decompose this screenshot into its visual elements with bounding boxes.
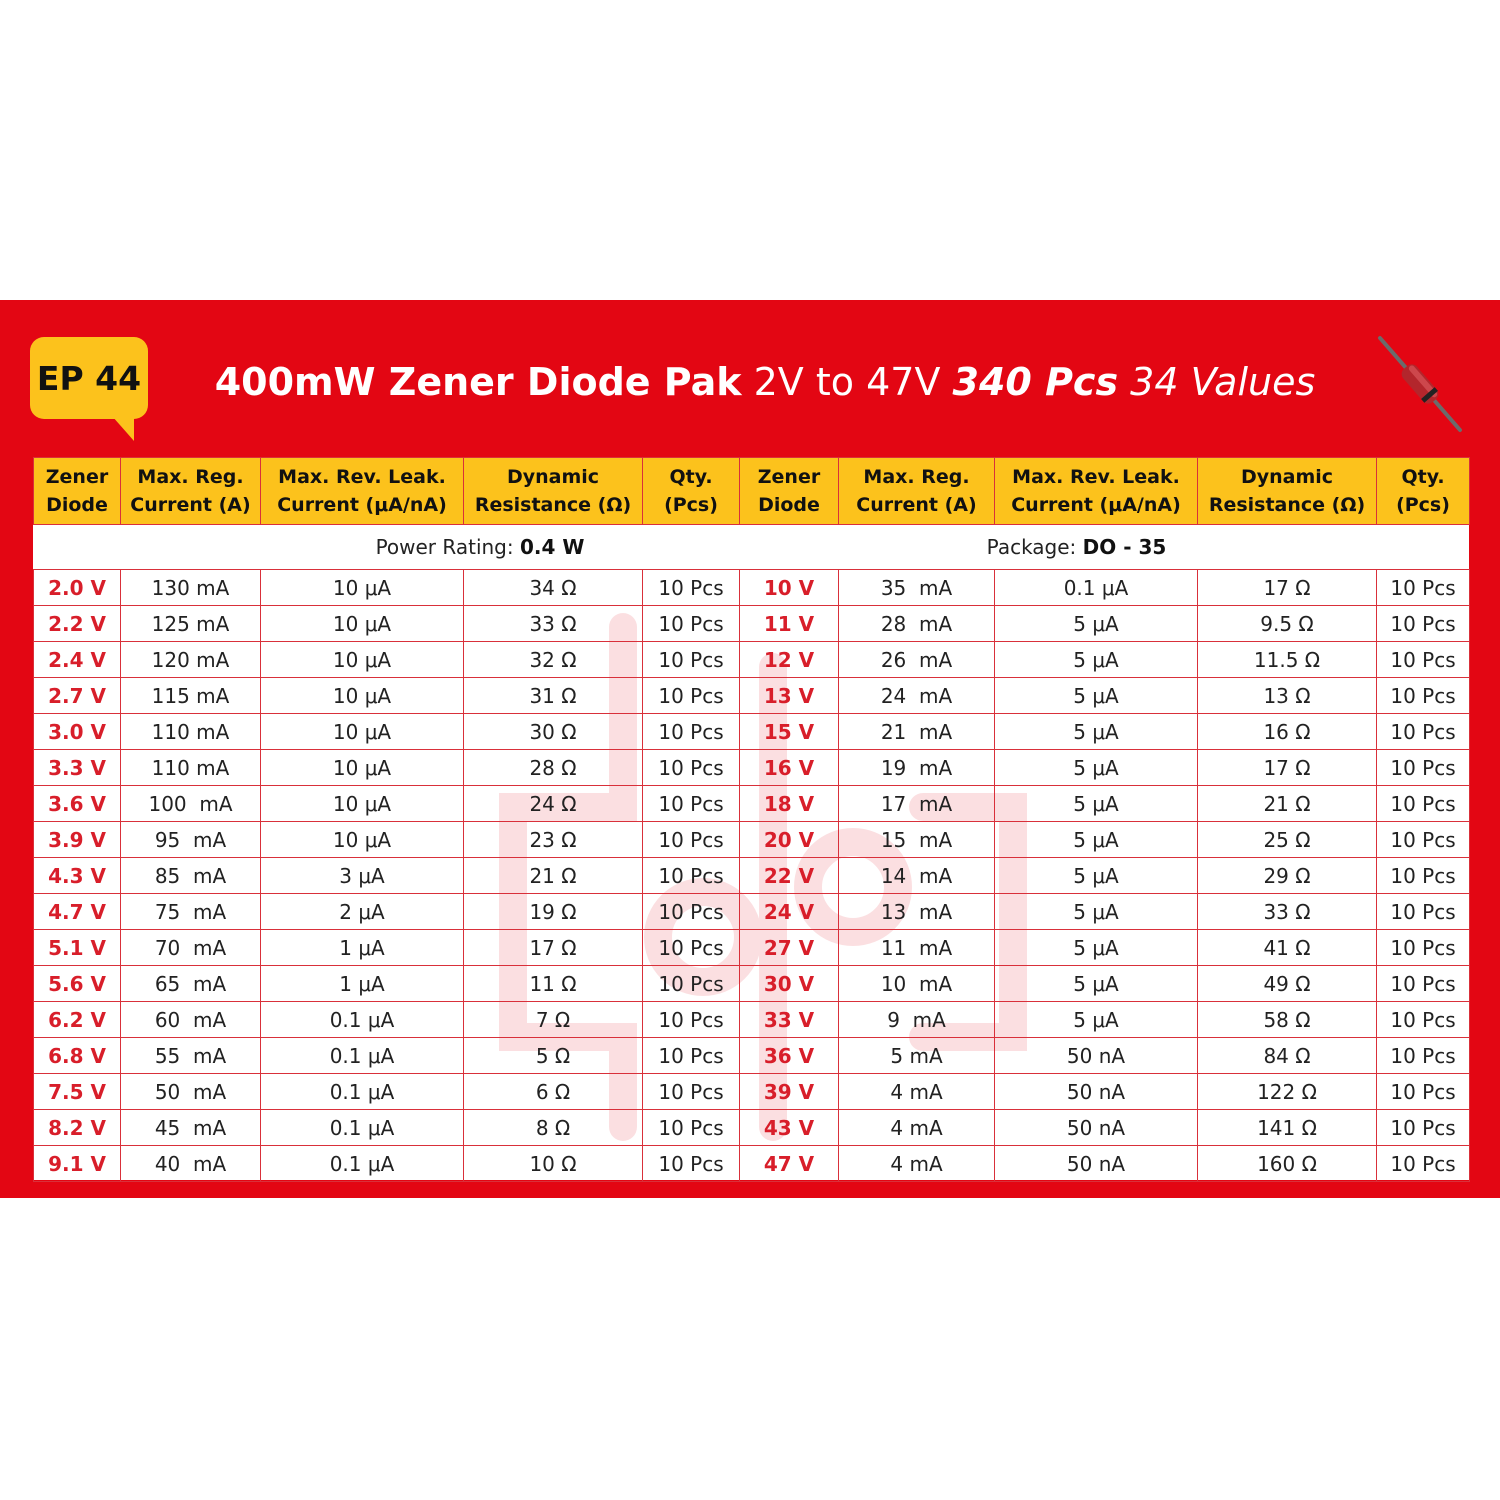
- voltage-cell: 36 V: [740, 1038, 839, 1074]
- table-cell: 5 μA: [995, 750, 1198, 786]
- table-cell: 34 Ω: [464, 570, 643, 606]
- zener-diode-icon: [1370, 330, 1470, 440]
- table-cell: 0.1 μA: [261, 1038, 464, 1074]
- table-cell: 11 mA: [839, 930, 995, 966]
- table-cell: 0.1 μA: [261, 1002, 464, 1038]
- voltage-cell: 11 V: [740, 606, 839, 642]
- table-cell: 100 mA: [121, 786, 261, 822]
- table-cell: 0.1 μA: [261, 1074, 464, 1110]
- header-line-2: Resistance (Ω): [1208, 494, 1366, 516]
- voltage-cell: 43 V: [740, 1110, 839, 1146]
- voltage-cell: 2.2 V: [34, 606, 121, 642]
- table-cell: 10 μA: [261, 570, 464, 606]
- voltage-cell: 15 V: [740, 714, 839, 750]
- table-row: [34, 1110, 1470, 1146]
- table-row: [34, 570, 1470, 606]
- table-cell: 0.1 μA: [261, 1110, 464, 1146]
- table-cell: 95 mA: [121, 822, 261, 858]
- voltage-cell: 2.4 V: [34, 642, 121, 678]
- header-line-2: (Pcs): [664, 494, 718, 516]
- table-cell: 10 Pcs: [643, 1074, 740, 1110]
- header-line-1: Max. Reg.: [137, 466, 244, 488]
- table-cell: 0.1 μA: [261, 1146, 464, 1182]
- table-cell: 10 Pcs: [1377, 570, 1470, 606]
- table-cell: 10 Pcs: [643, 786, 740, 822]
- voltage-cell: 30 V: [740, 966, 839, 1002]
- table-cell: 6 Ω: [464, 1074, 643, 1110]
- header-line-2: Diode: [46, 494, 108, 516]
- header-line-1: Qty.: [1401, 466, 1445, 488]
- table-cell: 10 Pcs: [1377, 642, 1470, 678]
- table-cell: 50 nA: [995, 1038, 1198, 1074]
- table-cell: 16 Ω: [1198, 714, 1377, 750]
- voltage-cell: 5.1 V: [34, 930, 121, 966]
- table-cell: 21 Ω: [1198, 786, 1377, 822]
- table-cell: 5 μA: [995, 1002, 1198, 1038]
- column-header: [121, 458, 261, 525]
- table-cell: 10 Pcs: [643, 570, 740, 606]
- voltage-cell: 13 V: [740, 678, 839, 714]
- table-cell: 24 Ω: [464, 786, 643, 822]
- header-line-1: Max. Rev. Leak.: [278, 466, 446, 488]
- table-row: [34, 966, 1470, 1002]
- spec-table-container: [33, 457, 1469, 1180]
- column-header: [1377, 458, 1470, 525]
- table-cell: 10 Pcs: [1377, 1002, 1470, 1038]
- column-header: [1198, 458, 1377, 525]
- table-cell: 8 Ω: [464, 1110, 643, 1146]
- package-value: DO - 35: [1082, 535, 1167, 559]
- header-line-1: Qty.: [669, 466, 713, 488]
- table-cell: 13 mA: [839, 894, 995, 930]
- table-cell: 10 Pcs: [1377, 1074, 1470, 1110]
- table-cell: 17 mA: [839, 786, 995, 822]
- table-row: [34, 786, 1470, 822]
- table-cell: 41 Ω: [1198, 930, 1377, 966]
- header-line-2: Current (A): [130, 494, 251, 516]
- voltage-cell: 47 V: [740, 1146, 839, 1182]
- table-cell: 130 mA: [121, 570, 261, 606]
- header-line-2: Resistance (Ω): [474, 494, 632, 516]
- header-line-2: Diode: [758, 494, 820, 516]
- table-cell: 10 Pcs: [1377, 930, 1470, 966]
- power-rating: [34, 535, 927, 559]
- header-line-1: Zener: [45, 466, 109, 488]
- table-cell: 10 μA: [261, 606, 464, 642]
- table-cell: 10 Pcs: [1377, 858, 1470, 894]
- table-cell: 21 mA: [839, 714, 995, 750]
- voltage-cell: 4.3 V: [34, 858, 121, 894]
- table-row: [34, 750, 1470, 786]
- table-cell: 1 μA: [261, 966, 464, 1002]
- voltage-cell: 3.3 V: [34, 750, 121, 786]
- header-line-2: Current (μA/nA): [277, 494, 447, 516]
- header-line-1: Max. Reg.: [863, 466, 970, 488]
- table-cell: 10 Pcs: [643, 750, 740, 786]
- table-row: [34, 642, 1470, 678]
- table-cell: 10 Pcs: [1377, 1110, 1470, 1146]
- table-cell: 10 μA: [261, 678, 464, 714]
- table-cell: 10 Pcs: [643, 894, 740, 930]
- table-cell: 10 Pcs: [1377, 678, 1470, 714]
- voltage-cell: 8.2 V: [34, 1110, 121, 1146]
- table-cell: 5 μA: [995, 966, 1198, 1002]
- table-cell: 10 Pcs: [1377, 822, 1470, 858]
- table-cell: 10 Pcs: [1377, 1038, 1470, 1074]
- table-cell: 10 Pcs: [643, 714, 740, 750]
- table-cell: 0.1 μA: [995, 570, 1198, 606]
- voltage-cell: 2.7 V: [34, 678, 121, 714]
- table-cell: 24 mA: [839, 678, 995, 714]
- voltage-cell: 18 V: [740, 786, 839, 822]
- table-cell: 70 mA: [121, 930, 261, 966]
- table-cell: 10 Pcs: [643, 642, 740, 678]
- table-cell: 10 Pcs: [1377, 1146, 1470, 1182]
- table-cell: 58 Ω: [1198, 1002, 1377, 1038]
- table-row: [34, 1074, 1470, 1110]
- package-label: Package:: [986, 535, 1083, 559]
- table-cell: 23 Ω: [464, 822, 643, 858]
- voltage-cell: 16 V: [740, 750, 839, 786]
- table-cell: 7 Ω: [464, 1002, 643, 1038]
- table-cell: 19 Ω: [464, 894, 643, 930]
- table-cell: 115 mA: [121, 678, 261, 714]
- table-cell: 2 μA: [261, 894, 464, 930]
- table-cell: 65 mA: [121, 966, 261, 1002]
- table-cell: 60 mA: [121, 1002, 261, 1038]
- table-cell: 9.5 Ω: [1198, 606, 1377, 642]
- table-cell: 5 μA: [995, 678, 1198, 714]
- table-cell: 17 Ω: [1198, 750, 1377, 786]
- table-cell: 10 μA: [261, 822, 464, 858]
- voltage-cell: 22 V: [740, 858, 839, 894]
- table-cell: 49 Ω: [1198, 966, 1377, 1002]
- table-cell: 10 Pcs: [1377, 966, 1470, 1002]
- column-header: [643, 458, 740, 525]
- table-cell: 5 Ω: [464, 1038, 643, 1074]
- header-line-2: (Pcs): [1396, 494, 1450, 516]
- power-value: 0.4 W: [519, 535, 585, 559]
- table-row: [34, 714, 1470, 750]
- voltage-cell: 9.1 V: [34, 1146, 121, 1182]
- table-row: [34, 606, 1470, 642]
- table-row: [34, 822, 1470, 858]
- table-cell: 5 μA: [995, 822, 1198, 858]
- table-row: [34, 858, 1470, 894]
- table-row: [34, 1146, 1470, 1182]
- column-header: [34, 458, 121, 525]
- table-cell: 35 mA: [839, 570, 995, 606]
- table-cell: 28 Ω: [464, 750, 643, 786]
- table-cell: 10 μA: [261, 714, 464, 750]
- voltage-cell: 6.8 V: [34, 1038, 121, 1074]
- table-cell: 50 nA: [995, 1146, 1198, 1182]
- table-cell: 5 mA: [839, 1038, 995, 1074]
- voltage-cell: 27 V: [740, 930, 839, 966]
- table-cell: 17 Ω: [464, 930, 643, 966]
- table-cell: 33 Ω: [1198, 894, 1377, 930]
- table-cell: 4 mA: [839, 1146, 995, 1182]
- table-cell: 10 Pcs: [643, 858, 740, 894]
- column-header: [839, 458, 995, 525]
- table-cell: 110 mA: [121, 750, 261, 786]
- column-header: [740, 458, 839, 525]
- table-cell: 29 Ω: [1198, 858, 1377, 894]
- voltage-cell: 39 V: [740, 1074, 839, 1110]
- table-cell: 11 Ω: [464, 966, 643, 1002]
- voltage-cell: 10 V: [740, 570, 839, 606]
- table-cell: 17 Ω: [1198, 570, 1377, 606]
- table-cell: 33 Ω: [464, 606, 643, 642]
- header-line-1: Zener: [757, 466, 821, 488]
- header-line-1: Dynamic: [1240, 466, 1334, 488]
- voltage-cell: 33 V: [740, 1002, 839, 1038]
- title-range: 2V to 47V: [741, 360, 953, 404]
- badge-tail: [112, 416, 134, 441]
- table-cell: 50 mA: [121, 1074, 261, 1110]
- table-cell: 19 mA: [839, 750, 995, 786]
- title-values: 34 Values: [1118, 360, 1316, 404]
- voltage-cell: 2.0 V: [34, 570, 121, 606]
- table-cell: 5 μA: [995, 894, 1198, 930]
- table-body: [34, 570, 1470, 1182]
- voltage-cell: 20 V: [740, 822, 839, 858]
- package: [927, 535, 1227, 559]
- table-cell: 4 mA: [839, 1110, 995, 1146]
- table-cell: 110 mA: [121, 714, 261, 750]
- spec-table: [33, 457, 1470, 1182]
- voltage-cell: 6.2 V: [34, 1002, 121, 1038]
- table-cell: 14 mA: [839, 858, 995, 894]
- table-cell: 10 μA: [261, 642, 464, 678]
- table-cell: 10 μA: [261, 786, 464, 822]
- title-count: 340 Pcs: [952, 360, 1119, 404]
- table-cell: 10 Pcs: [1377, 750, 1470, 786]
- table-cell: 10 Pcs: [643, 822, 740, 858]
- episode-label: EP 44: [36, 358, 142, 398]
- episode-badge: [30, 337, 148, 419]
- table-cell: 122 Ω: [1198, 1074, 1377, 1110]
- table-cell: 50 nA: [995, 1074, 1198, 1110]
- column-header: [464, 458, 643, 525]
- table-cell: 5 μA: [995, 786, 1198, 822]
- table-cell: 75 mA: [121, 894, 261, 930]
- table-cell: 4 mA: [839, 1074, 995, 1110]
- table-cell: 5 μA: [995, 642, 1198, 678]
- table-cell: 5 μA: [995, 930, 1198, 966]
- table-cell: 32 Ω: [464, 642, 643, 678]
- table-cell: 45 mA: [121, 1110, 261, 1146]
- voltage-cell: 24 V: [740, 894, 839, 930]
- table-cell: 28 mA: [839, 606, 995, 642]
- header-line-1: Dynamic: [506, 466, 600, 488]
- table-cell: 10 Pcs: [1377, 786, 1470, 822]
- power-label: Power Rating:: [375, 535, 520, 559]
- table-cell: 5 μA: [995, 858, 1198, 894]
- table-cell: 141 Ω: [1198, 1110, 1377, 1146]
- table-cell: 13 Ω: [1198, 678, 1377, 714]
- table-cell: 125 mA: [121, 606, 261, 642]
- table-cell: 10 Pcs: [643, 930, 740, 966]
- table-cell: 10 mA: [839, 966, 995, 1002]
- column-header: [995, 458, 1198, 525]
- table-cell: 84 Ω: [1198, 1038, 1377, 1074]
- table-cell: 10 Pcs: [643, 1110, 740, 1146]
- table-cell: 10 Pcs: [643, 606, 740, 642]
- table-cell: 1 μA: [261, 930, 464, 966]
- title-product: 400mW Zener Diode Pak: [214, 360, 742, 404]
- header-line-2: Current (μA/nA): [1011, 494, 1181, 516]
- table-cell: 50 nA: [995, 1110, 1198, 1146]
- table-cell: 9 mA: [839, 1002, 995, 1038]
- table-cell: 10 Pcs: [1377, 714, 1470, 750]
- voltage-cell: 3.6 V: [34, 786, 121, 822]
- table-cell: 10 Pcs: [643, 678, 740, 714]
- table-cell: 30 Ω: [464, 714, 643, 750]
- table-row: [34, 930, 1470, 966]
- table-cell: 120 mA: [121, 642, 261, 678]
- table-cell: 15 mA: [839, 822, 995, 858]
- table-cell: 10 Pcs: [1377, 606, 1470, 642]
- table-row: [34, 1038, 1470, 1074]
- table-row: [34, 1002, 1470, 1038]
- header-line-1: Max. Rev. Leak.: [1012, 466, 1180, 488]
- table-cell: 3 μA: [261, 858, 464, 894]
- table-cell: 10 Ω: [464, 1146, 643, 1182]
- page-title: [180, 360, 1350, 404]
- voltage-cell: 7.5 V: [34, 1074, 121, 1110]
- table-cell: 26 mA: [839, 642, 995, 678]
- voltage-cell: 3.0 V: [34, 714, 121, 750]
- table-cell: 11.5 Ω: [1198, 642, 1377, 678]
- table-cell: 85 mA: [121, 858, 261, 894]
- voltage-cell: 5.6 V: [34, 966, 121, 1002]
- voltage-cell: 4.7 V: [34, 894, 121, 930]
- table-cell: 31 Ω: [464, 678, 643, 714]
- table-cell: 25 Ω: [1198, 822, 1377, 858]
- header-line-2: Current (A): [856, 494, 977, 516]
- header-row: [34, 458, 1470, 525]
- meta-row: [34, 525, 1470, 570]
- table-cell: 21 Ω: [464, 858, 643, 894]
- table-cell: 10 μA: [261, 750, 464, 786]
- table-cell: 10 Pcs: [643, 1146, 740, 1182]
- table-cell: 10 Pcs: [643, 966, 740, 1002]
- voltage-cell: 3.9 V: [34, 822, 121, 858]
- column-header: [261, 458, 464, 525]
- table-cell: 5 μA: [995, 714, 1198, 750]
- table-cell: 160 Ω: [1198, 1146, 1377, 1182]
- table-cell: 10 Pcs: [643, 1038, 740, 1074]
- table-header: [34, 458, 1470, 525]
- table-cell: 5 μA: [995, 606, 1198, 642]
- table-cell: 55 mA: [121, 1038, 261, 1074]
- table-cell: 10 Pcs: [643, 1002, 740, 1038]
- table-row: [34, 894, 1470, 930]
- voltage-cell: 12 V: [740, 642, 839, 678]
- table-cell: 40 mA: [121, 1146, 261, 1182]
- table-row: [34, 678, 1470, 714]
- table-cell: 10 Pcs: [1377, 894, 1470, 930]
